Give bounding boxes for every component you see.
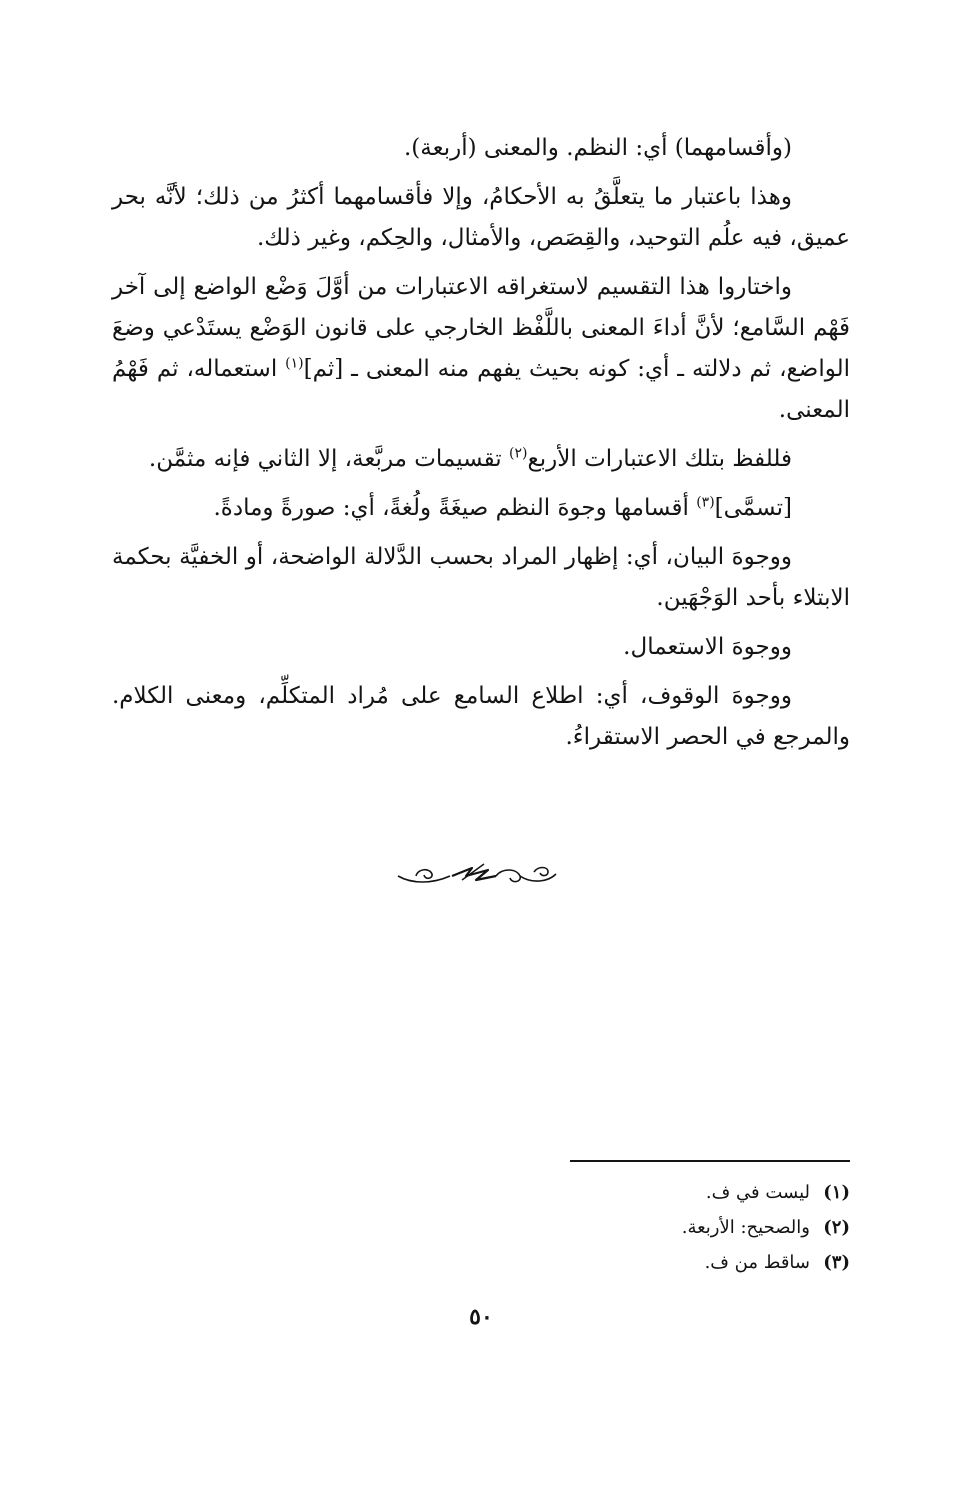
footnote-ref-2[interactable]: (٢) bbox=[509, 445, 528, 462]
page-number: ٥٠ bbox=[469, 1304, 493, 1330]
footnote-text: والصحيح: الأربعة. bbox=[681, 1217, 810, 1238]
footnote-2 bbox=[450, 1210, 850, 1245]
footnote-text: ساقط من ف. bbox=[704, 1252, 810, 1273]
paragraph-5-tail: أقسامها وجوهَ النظم صيغَةً ولُغةً، أي: صورةً ومادةً. bbox=[213, 495, 689, 521]
paragraph-3-tail: استعماله، ثم فَهْمُ المعنى. bbox=[112, 356, 850, 423]
paragraph-4-tail: تقسيمات مربَّعة، إلا الثاني فإنه مثمَّن. bbox=[148, 446, 502, 472]
paragraph-7: ووجوهَ الاستعمال. bbox=[623, 634, 792, 660]
main-text bbox=[112, 128, 850, 766]
footnote-number: (٣) bbox=[823, 1252, 850, 1273]
footnote-3 bbox=[450, 1245, 850, 1280]
ornament-divider-icon bbox=[392, 858, 562, 892]
paragraph-1: (وأقسامهما) أي: النظم. والمعنى (أربعة). bbox=[404, 135, 792, 161]
footnote-divider bbox=[570, 1160, 850, 1162]
paragraph-8: ووجوهَ الوقوف، أي: اطلاع السامع على مُراد المتكلِّم، ومعنى الكلام. والمرجع في الحصر الاستقراءُ. bbox=[112, 683, 850, 750]
paragraph-4 bbox=[112, 439, 850, 480]
footnote-number: (٢) bbox=[823, 1217, 850, 1238]
paragraph-4-text: فللفظ بتلك الاعتبارات الأربع bbox=[527, 446, 792, 472]
footnotes bbox=[450, 1175, 850, 1280]
footnote-ref-3[interactable]: (٣) bbox=[696, 494, 715, 511]
paragraph-5-text: [تسمَّى] bbox=[714, 495, 792, 521]
paragraph-2: وهذا باعتبار ما يتعلَّقُ به الأحكامُ، وإلا فأقسامهما أكثرُ من ذلك؛ لأنَّه بحر عميق، فيه علُم التوحيد، والقِصَص، والأمثال، والحِكم، وغير ذلك. bbox=[112, 184, 850, 251]
footnote-ref-1[interactable]: (١) bbox=[285, 355, 304, 372]
paragraph-5 bbox=[112, 488, 850, 529]
paragraph-6: ووجوهَ البيان، أي: إظهار المراد بحسب الدَّلالة الواضحة، أو الخفيَّة بحكمة الابتلاء بأحد الوَجْهَين. bbox=[112, 544, 850, 611]
footnote-number: (١) bbox=[823, 1182, 850, 1203]
paragraph-3 bbox=[112, 267, 850, 431]
footnote-1 bbox=[450, 1175, 850, 1210]
paragraph-3-text: واختاروا هذا التقسيم لاستغراقه الاعتبارات من أوَّلَ وَضْع الواضع إلى آخر فَهْم السَّامع؛ لأنَّ أداءَ المعنى باللَّفْظ الخارجي على قانون الوَضْع يستَدْعي وضعَ الواضع، ثم دلالته ـ أي: كونه بحيث يفهم منه المعنى ـ [ثم] bbox=[112, 274, 850, 382]
footnote-text: ليست في ف. bbox=[705, 1182, 810, 1203]
